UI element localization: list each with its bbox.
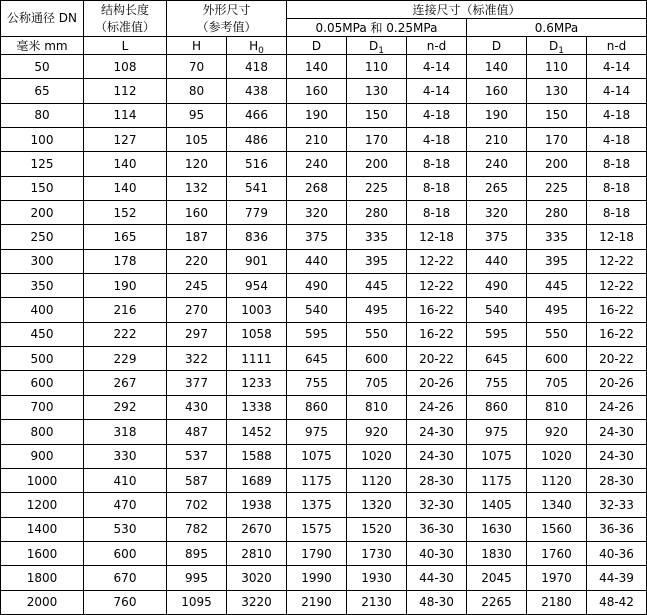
cell-h: 537 <box>167 444 227 468</box>
cell-nd-left: 40-30 <box>407 541 467 565</box>
table-row <box>1 468 647 492</box>
cell-d-left: 1575 <box>287 517 347 541</box>
cell-l: 410 <box>84 468 167 492</box>
cell-d-left: 755 <box>287 371 347 395</box>
cell-dn: 100 <box>1 128 84 152</box>
cell-l: 229 <box>84 347 167 371</box>
cell-h: 487 <box>167 420 227 444</box>
cell-nd-right: 28-30 <box>587 468 647 492</box>
cell-dn: 1400 <box>1 517 84 541</box>
cell-l: 178 <box>84 249 167 273</box>
cell-nd-right: 4-18 <box>587 128 647 152</box>
table-row <box>1 201 647 225</box>
header-dn: 公称通径 DN <box>1 1 84 37</box>
cell-d-left: 595 <box>287 322 347 346</box>
table-row <box>1 103 647 127</box>
cell-d-left: 1990 <box>287 566 347 590</box>
header-row-units <box>1 37 647 55</box>
header-symbol-nd-left: n-d <box>407 37 467 55</box>
cell-nd-right: 12-22 <box>587 274 647 298</box>
table-row <box>1 79 647 103</box>
cell-d1-left: 550 <box>347 322 407 346</box>
cell-nd-left: 4-14 <box>407 79 467 103</box>
cell-dn: 800 <box>1 420 84 444</box>
cell-d1-left: 1120 <box>347 468 407 492</box>
cell-dn: 600 <box>1 371 84 395</box>
cell-nd-right: 8-18 <box>587 201 647 225</box>
cell-h0: 541 <box>227 176 287 200</box>
cell-d1-left: 1320 <box>347 493 407 517</box>
cell-d1-right: 600 <box>527 347 587 371</box>
cell-d1-right: 225 <box>527 176 587 200</box>
table-row <box>1 249 647 273</box>
cell-l: 140 <box>84 176 167 200</box>
cell-h0: 1938 <box>227 493 287 517</box>
cell-nd-right: 36-36 <box>587 517 647 541</box>
cell-l: 267 <box>84 371 167 395</box>
cell-d1-right: 495 <box>527 298 587 322</box>
table-row <box>1 322 647 346</box>
cell-d-right: 375 <box>467 225 527 249</box>
cell-d-left: 440 <box>287 249 347 273</box>
cell-d-right: 265 <box>467 176 527 200</box>
table-row <box>1 298 647 322</box>
cell-l: 222 <box>84 322 167 346</box>
cell-d-left: 1175 <box>287 468 347 492</box>
cell-nd-left: 24-30 <box>407 444 467 468</box>
table-row <box>1 371 647 395</box>
table-row <box>1 347 647 371</box>
cell-nd-left: 32-30 <box>407 493 467 517</box>
cell-h0: 1058 <box>227 322 287 346</box>
cell-d-right: 755 <box>467 371 527 395</box>
cell-d-right: 320 <box>467 201 527 225</box>
cell-nd-right: 24-26 <box>587 395 647 419</box>
table-row <box>1 274 647 298</box>
cell-h0: 1452 <box>227 420 287 444</box>
cell-d1-left: 495 <box>347 298 407 322</box>
cell-d-right: 975 <box>467 420 527 444</box>
cell-nd-left: 8-18 <box>407 176 467 200</box>
cell-dn: 1600 <box>1 541 84 565</box>
cell-h: 895 <box>167 541 227 565</box>
table-row <box>1 128 647 152</box>
cell-d1-right: 1760 <box>527 541 587 565</box>
cell-l: 530 <box>84 517 167 541</box>
cell-d1-right: 395 <box>527 249 587 273</box>
cell-d-right: 1405 <box>467 493 527 517</box>
cell-h0: 466 <box>227 103 287 127</box>
cell-l: 152 <box>84 201 167 225</box>
cell-dn: 450 <box>1 322 84 346</box>
table-row <box>1 444 647 468</box>
cell-d1-left: 1730 <box>347 541 407 565</box>
cell-d-right: 2265 <box>467 590 527 614</box>
table-header <box>1 1 647 55</box>
cell-d1-right: 810 <box>527 395 587 419</box>
cell-h: 377 <box>167 371 227 395</box>
cell-d-right: 1175 <box>467 468 527 492</box>
cell-d1-left: 335 <box>347 225 407 249</box>
cell-d1-left: 600 <box>347 347 407 371</box>
cell-d1-left: 225 <box>347 176 407 200</box>
header-connection-dimension: 连接尺寸（标准值） <box>287 1 647 19</box>
table-row <box>1 55 647 79</box>
header-symbol-d1-left-main: D <box>369 38 379 53</box>
cell-dn: 900 <box>1 444 84 468</box>
header-symbol-d1-left-sub: 1 <box>378 45 384 56</box>
cell-nd-right: 44-39 <box>587 566 647 590</box>
header-symbol-d1-right-main: D <box>549 38 559 53</box>
cell-d1-left: 1520 <box>347 517 407 541</box>
cell-l: 292 <box>84 395 167 419</box>
cell-nd-right: 32-33 <box>587 493 647 517</box>
cell-nd-left: 8-18 <box>407 201 467 225</box>
cell-d1-left: 1020 <box>347 444 407 468</box>
cell-d-left: 2190 <box>287 590 347 614</box>
cell-nd-left: 16-22 <box>407 322 467 346</box>
cell-d1-left: 705 <box>347 371 407 395</box>
cell-d1-right: 170 <box>527 128 587 152</box>
cell-d1-left: 2130 <box>347 590 407 614</box>
cell-d-right: 160 <box>467 79 527 103</box>
cell-d1-right: 1560 <box>527 517 587 541</box>
cell-d-right: 860 <box>467 395 527 419</box>
cell-h: 270 <box>167 298 227 322</box>
cell-dn: 1200 <box>1 493 84 517</box>
cell-nd-left: 12-22 <box>407 249 467 273</box>
cell-nd-right: 24-30 <box>587 444 647 468</box>
cell-nd-right: 12-18 <box>587 225 647 249</box>
cell-d1-right: 280 <box>527 201 587 225</box>
cell-d1-right: 130 <box>527 79 587 103</box>
cell-d-right: 1630 <box>467 517 527 541</box>
cell-h0: 2810 <box>227 541 287 565</box>
cell-dn: 1000 <box>1 468 84 492</box>
cell-d1-left: 445 <box>347 274 407 298</box>
cell-d-right: 190 <box>467 103 527 127</box>
cell-d1-left: 280 <box>347 201 407 225</box>
table-row <box>1 420 647 444</box>
cell-dn: 400 <box>1 298 84 322</box>
cell-h0: 1233 <box>227 371 287 395</box>
cell-dn: 200 <box>1 201 84 225</box>
cell-nd-left: 16-22 <box>407 298 467 322</box>
cell-l: 108 <box>84 55 167 79</box>
header-symbol-h: H <box>167 37 227 55</box>
cell-l: 470 <box>84 493 167 517</box>
cell-l: 600 <box>84 541 167 565</box>
cell-h: 70 <box>167 55 227 79</box>
header-symbol-nd-right: n-d <box>587 37 647 55</box>
cell-l: 127 <box>84 128 167 152</box>
cell-l: 114 <box>84 103 167 127</box>
cell-d-left: 268 <box>287 176 347 200</box>
cell-d1-right: 550 <box>527 322 587 346</box>
cell-d-left: 160 <box>287 79 347 103</box>
cell-h0: 1588 <box>227 444 287 468</box>
header-outline-dimension <box>167 1 287 37</box>
cell-d-left: 860 <box>287 395 347 419</box>
cell-d-left: 540 <box>287 298 347 322</box>
header-outline-dimension-line1: 外形尺寸 <box>202 3 251 18</box>
header-symbol-d1-left <box>347 37 407 55</box>
cell-d-right: 595 <box>467 322 527 346</box>
cell-d1-left: 920 <box>347 420 407 444</box>
cell-h0: 1003 <box>227 298 287 322</box>
cell-nd-left: 12-18 <box>407 225 467 249</box>
table-row <box>1 176 647 200</box>
header-symbol-h0 <box>227 37 287 55</box>
cell-nd-left: 8-18 <box>407 152 467 176</box>
cell-h: 297 <box>167 322 227 346</box>
cell-d-left: 1790 <box>287 541 347 565</box>
cell-l: 760 <box>84 590 167 614</box>
cell-d1-left: 395 <box>347 249 407 273</box>
cell-d-left: 1075 <box>287 444 347 468</box>
cell-h: 995 <box>167 566 227 590</box>
cell-nd-right: 8-18 <box>587 176 647 200</box>
header-symbol-l: L <box>84 37 167 55</box>
header-structure-length-line1: 结构长度 <box>100 3 149 18</box>
cell-nd-left: 4-18 <box>407 128 467 152</box>
cell-d-left: 190 <box>287 103 347 127</box>
cell-nd-left: 24-26 <box>407 395 467 419</box>
cell-l: 140 <box>84 152 167 176</box>
cell-h: 322 <box>167 347 227 371</box>
cell-nd-left: 4-14 <box>407 55 467 79</box>
header-row-groups <box>1 1 647 19</box>
cell-dn: 65 <box>1 79 84 103</box>
cell-h0: 1338 <box>227 395 287 419</box>
cell-dn: 2000 <box>1 590 84 614</box>
cell-d-left: 320 <box>287 201 347 225</box>
cell-h0: 901 <box>227 249 287 273</box>
cell-l: 216 <box>84 298 167 322</box>
cell-d1-right: 335 <box>527 225 587 249</box>
header-pressure-06: 0.6MPa <box>467 19 647 37</box>
cell-nd-right: 4-18 <box>587 103 647 127</box>
cell-h: 782 <box>167 517 227 541</box>
table-row <box>1 152 647 176</box>
cell-nd-right: 24-30 <box>587 420 647 444</box>
cell-nd-right: 16-22 <box>587 298 647 322</box>
cell-nd-left: 20-22 <box>407 347 467 371</box>
cell-d-right: 1075 <box>467 444 527 468</box>
cell-d-right: 440 <box>467 249 527 273</box>
table-row <box>1 566 647 590</box>
cell-d-left: 490 <box>287 274 347 298</box>
cell-h: 120 <box>167 152 227 176</box>
header-structure-length <box>84 1 167 37</box>
cell-h0: 1111 <box>227 347 287 371</box>
cell-l: 330 <box>84 444 167 468</box>
table-row <box>1 590 647 614</box>
cell-dn: 80 <box>1 103 84 127</box>
cell-d-left: 140 <box>287 55 347 79</box>
cell-nd-left: 12-22 <box>407 274 467 298</box>
header-symbol-h0-main: H <box>249 38 259 53</box>
cell-d-left: 375 <box>287 225 347 249</box>
cell-nd-right: 12-22 <box>587 249 647 273</box>
cell-h0: 779 <box>227 201 287 225</box>
cell-dn: 1800 <box>1 566 84 590</box>
cell-nd-right: 8-18 <box>587 152 647 176</box>
header-symbol-h0-sub: 0 <box>258 45 264 56</box>
cell-h: 430 <box>167 395 227 419</box>
cell-nd-left: 36-30 <box>407 517 467 541</box>
cell-nd-left: 4-18 <box>407 103 467 127</box>
cell-h: 702 <box>167 493 227 517</box>
cell-h0: 2670 <box>227 517 287 541</box>
header-symbol-d-left: D <box>287 37 347 55</box>
header-symbol-d1-right-sub: 1 <box>558 45 564 56</box>
cell-h0: 418 <box>227 55 287 79</box>
cell-d1-left: 170 <box>347 128 407 152</box>
cell-h: 187 <box>167 225 227 249</box>
cell-d-left: 1375 <box>287 493 347 517</box>
cell-dn: 150 <box>1 176 84 200</box>
cell-h: 245 <box>167 274 227 298</box>
header-unit-mm: 毫米 mm <box>1 37 84 55</box>
cell-nd-right: 4-14 <box>587 79 647 103</box>
cell-h0: 3020 <box>227 566 287 590</box>
cell-nd-left: 24-30 <box>407 420 467 444</box>
cell-nd-right: 48-42 <box>587 590 647 614</box>
cell-h: 1095 <box>167 590 227 614</box>
cell-d1-right: 150 <box>527 103 587 127</box>
table-body <box>1 55 647 615</box>
cell-dn: 50 <box>1 55 84 79</box>
cell-d-right: 1830 <box>467 541 527 565</box>
cell-h: 587 <box>167 468 227 492</box>
cell-d-right: 645 <box>467 347 527 371</box>
cell-d1-right: 1120 <box>527 468 587 492</box>
cell-dn: 125 <box>1 152 84 176</box>
cell-d-right: 140 <box>467 55 527 79</box>
cell-d-left: 645 <box>287 347 347 371</box>
cell-l: 318 <box>84 420 167 444</box>
cell-d-right: 210 <box>467 128 527 152</box>
header-symbol-d-right: D <box>467 37 527 55</box>
cell-nd-left: 28-30 <box>407 468 467 492</box>
cell-h0: 438 <box>227 79 287 103</box>
cell-d1-left: 130 <box>347 79 407 103</box>
cell-h0: 3220 <box>227 590 287 614</box>
cell-nd-left: 48-30 <box>407 590 467 614</box>
cell-h: 132 <box>167 176 227 200</box>
header-structure-length-line2: （标准值） <box>94 19 155 34</box>
table-row <box>1 517 647 541</box>
cell-d1-right: 110 <box>527 55 587 79</box>
cell-h0: 1689 <box>227 468 287 492</box>
cell-nd-right: 20-26 <box>587 371 647 395</box>
cell-d1-left: 110 <box>347 55 407 79</box>
table-row <box>1 493 647 517</box>
cell-h: 160 <box>167 201 227 225</box>
cell-d-right: 490 <box>467 274 527 298</box>
cell-h: 105 <box>167 128 227 152</box>
cell-d1-right: 445 <box>527 274 587 298</box>
cell-dn: 500 <box>1 347 84 371</box>
cell-h0: 954 <box>227 274 287 298</box>
cell-d-right: 540 <box>467 298 527 322</box>
cell-d1-right: 920 <box>527 420 587 444</box>
cell-d1-right: 2180 <box>527 590 587 614</box>
cell-nd-right: 16-22 <box>587 322 647 346</box>
cell-d-right: 240 <box>467 152 527 176</box>
cell-h: 95 <box>167 103 227 127</box>
cell-d-left: 975 <box>287 420 347 444</box>
cell-d-left: 210 <box>287 128 347 152</box>
cell-nd-right: 4-14 <box>587 55 647 79</box>
cell-dn: 700 <box>1 395 84 419</box>
cell-l: 112 <box>84 79 167 103</box>
cell-d1-right: 1020 <box>527 444 587 468</box>
cell-h: 220 <box>167 249 227 273</box>
cell-d1-left: 810 <box>347 395 407 419</box>
header-pressure-005-025: 0.05MPa 和 0.25MPa <box>287 19 467 37</box>
cell-d-right: 2045 <box>467 566 527 590</box>
cell-dn: 350 <box>1 274 84 298</box>
cell-l: 670 <box>84 566 167 590</box>
cell-h: 80 <box>167 79 227 103</box>
table-row <box>1 225 647 249</box>
cell-d1-left: 200 <box>347 152 407 176</box>
cell-nd-left: 44-30 <box>407 566 467 590</box>
cell-d1-left: 150 <box>347 103 407 127</box>
cell-d1-right: 200 <box>527 152 587 176</box>
cell-dn: 250 <box>1 225 84 249</box>
cell-d1-right: 1970 <box>527 566 587 590</box>
cell-l: 190 <box>84 274 167 298</box>
cell-d1-left: 1930 <box>347 566 407 590</box>
cell-l: 165 <box>84 225 167 249</box>
cell-h0: 836 <box>227 225 287 249</box>
cell-dn: 300 <box>1 249 84 273</box>
cell-d1-right: 705 <box>527 371 587 395</box>
cell-h0: 516 <box>227 152 287 176</box>
cell-d-left: 240 <box>287 152 347 176</box>
cell-nd-right: 20-22 <box>587 347 647 371</box>
table-row <box>1 395 647 419</box>
table-row <box>1 541 647 565</box>
cell-nd-left: 20-26 <box>407 371 467 395</box>
cell-d1-right: 1340 <box>527 493 587 517</box>
cell-nd-right: 40-36 <box>587 541 647 565</box>
cell-h0: 486 <box>227 128 287 152</box>
header-outline-dimension-line2: （参考值） <box>196 19 257 34</box>
header-symbol-d1-right <box>527 37 587 55</box>
